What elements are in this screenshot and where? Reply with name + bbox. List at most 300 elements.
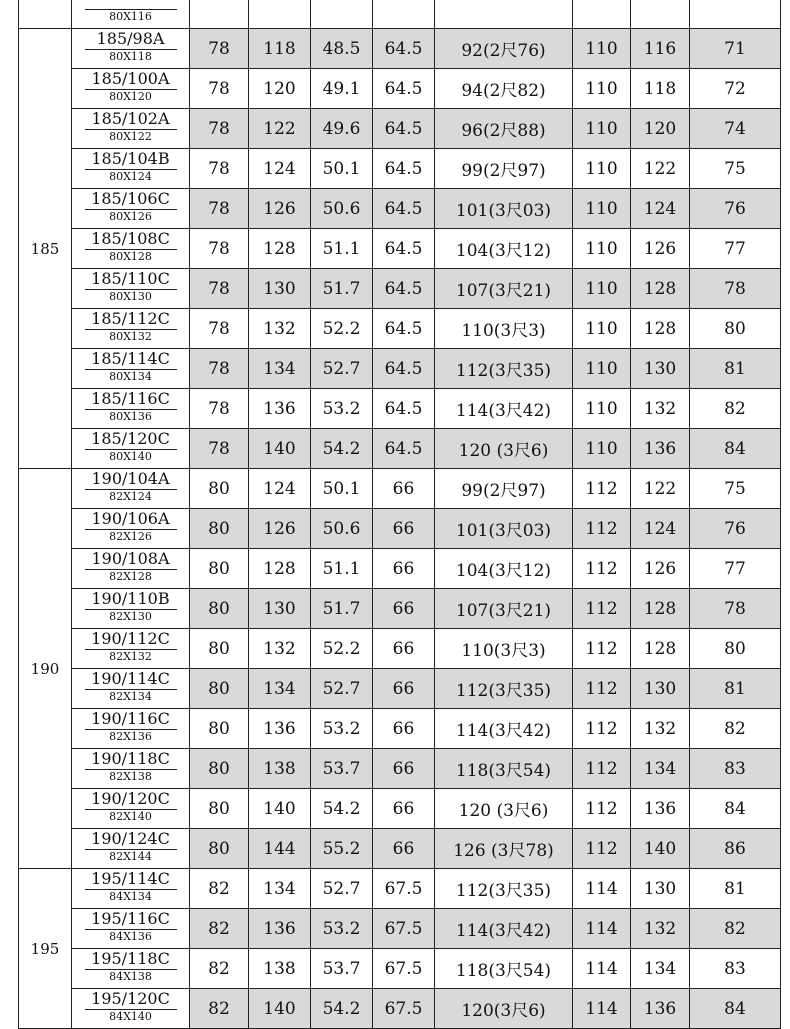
- col-3-value: 48.5: [311, 29, 373, 69]
- table-row: [19, 389, 781, 429]
- table-row: [19, 429, 781, 469]
- col-4-value: 67.5: [373, 949, 435, 989]
- col-2-value: 140: [249, 989, 311, 1029]
- size-code-cell: [72, 109, 190, 149]
- col-4-value: 66: [373, 549, 435, 589]
- size-measure: 80X134: [85, 369, 177, 383]
- col-4-value: 66: [373, 709, 435, 749]
- size-code: 185/112C: [91, 309, 170, 328]
- col-7-value: 134: [631, 749, 690, 789]
- table-row: [19, 349, 781, 389]
- col-2-value: 124: [249, 469, 311, 509]
- col-1-value: 80: [190, 709, 249, 749]
- size-code: 195/116C: [91, 909, 170, 928]
- col-1-value: 78: [190, 429, 249, 469]
- size-code-cell: [72, 989, 190, 1029]
- col-3-value: 53.2: [311, 709, 373, 749]
- col-6-value: 112: [573, 829, 631, 869]
- col-2-value: 134: [249, 349, 311, 389]
- size-code-cell: [72, 629, 190, 669]
- col-1-value: [190, 0, 249, 29]
- size-code-cell: [72, 589, 190, 629]
- col-3-value: 50.6: [311, 509, 373, 549]
- col-4-value: 67.5: [373, 909, 435, 949]
- size-code-cell: [72, 269, 190, 309]
- col-6-value: 110: [573, 189, 631, 229]
- col-4-value: 66: [373, 589, 435, 629]
- col-4-value: 66: [373, 829, 435, 869]
- size-code: 185/106C: [91, 189, 170, 208]
- col-3-value: 50.1: [311, 469, 373, 509]
- size-measure: 82X134: [85, 689, 177, 703]
- col-6-value: 110: [573, 349, 631, 389]
- size-code: 190/118C: [91, 749, 170, 768]
- col-4-value: 64.5: [373, 149, 435, 189]
- col-8-value: 83: [690, 949, 781, 989]
- size-measure: 84X140: [85, 1009, 177, 1023]
- col-3-value: 54.2: [311, 989, 373, 1029]
- size-measure: 84X138: [85, 969, 177, 983]
- col-1-value: 80: [190, 509, 249, 549]
- col-7-value: 132: [631, 389, 690, 429]
- col-4-value: 66: [373, 749, 435, 789]
- col-5-value: [435, 0, 573, 29]
- col-5-value: 120 (3尺6): [435, 789, 573, 829]
- col-8-value: 76: [690, 509, 781, 549]
- table-row: [19, 989, 781, 1029]
- size-code: 185/98A: [96, 29, 165, 48]
- size-measure: 82X136: [85, 729, 177, 743]
- col-3-value: 50.6: [311, 189, 373, 229]
- col-4-value: 67.5: [373, 869, 435, 909]
- col-3-value: 51.7: [311, 269, 373, 309]
- col-4-value: 64.5: [373, 309, 435, 349]
- col-8-value: 77: [690, 229, 781, 269]
- col-2-value: 118: [249, 29, 311, 69]
- size-measure: 80X122: [85, 129, 177, 143]
- col-5-value: 94(2尺82): [435, 69, 573, 109]
- col-5-value: 118(3尺54): [435, 949, 573, 989]
- size-code-cell: [72, 509, 190, 549]
- col-8-value: 81: [690, 869, 781, 909]
- col-2-value: 132: [249, 309, 311, 349]
- col-4-value: 64.5: [373, 109, 435, 149]
- col-8-value: 84: [690, 989, 781, 1029]
- size-code: 185/100A: [91, 69, 170, 88]
- col-1-value: 80: [190, 669, 249, 709]
- col-3-value: 54.2: [311, 789, 373, 829]
- col-6-value: 114: [573, 989, 631, 1029]
- col-7-value: 130: [631, 349, 690, 389]
- col-6-value: 112: [573, 629, 631, 669]
- col-5-value: 112(3尺35): [435, 349, 573, 389]
- col-5-value: 92(2尺76): [435, 29, 573, 69]
- size-code: 195/118C: [91, 949, 170, 968]
- col-4-value: 66: [373, 669, 435, 709]
- col-2-value: 140: [249, 789, 311, 829]
- size-code-cell: [72, 869, 190, 909]
- col-1-value: 82: [190, 949, 249, 989]
- col-4-value: 64.5: [373, 69, 435, 109]
- col-5-value: 101(3尺03): [435, 189, 573, 229]
- col-1-value: 78: [190, 309, 249, 349]
- col-6-value: [573, 0, 631, 29]
- size-measure: 80X132: [85, 329, 177, 343]
- col-1-value: 82: [190, 869, 249, 909]
- size-code: 190/124C: [91, 829, 170, 848]
- col-8-value: 78: [690, 589, 781, 629]
- col-2-value: 126: [249, 509, 311, 549]
- col-6-value: 114: [573, 949, 631, 989]
- col-1-value: 80: [190, 589, 249, 629]
- table-row: [19, 789, 781, 829]
- height-group-label: [19, 0, 72, 29]
- col-5-value: 114(3尺42): [435, 389, 573, 429]
- col-5-value: 110(3尺3): [435, 629, 573, 669]
- col-4-value: [373, 0, 435, 29]
- col-7-value: 122: [631, 149, 690, 189]
- size-code-cell: [72, 709, 190, 749]
- size-code: 195/114C: [91, 869, 170, 888]
- col-3-value: 52.2: [311, 629, 373, 669]
- col-8-value: 75: [690, 149, 781, 189]
- col-1-value: 80: [190, 549, 249, 589]
- size-code-cell: [72, 429, 190, 469]
- col-1-value: 82: [190, 989, 249, 1029]
- size-code: 185/102A: [91, 109, 170, 128]
- col-1-value: 78: [190, 229, 249, 269]
- col-1-value: 80: [190, 829, 249, 869]
- col-8-value: [690, 0, 781, 29]
- table-row: [19, 589, 781, 629]
- size-code-cell: [72, 789, 190, 829]
- col-3-value: 52.2: [311, 309, 373, 349]
- col-5-value: 118(3尺54): [435, 749, 573, 789]
- col-8-value: 82: [690, 709, 781, 749]
- size-code-cell: [72, 0, 190, 29]
- col-2-value: 130: [249, 269, 311, 309]
- table-row: [19, 69, 781, 109]
- col-3-value: [311, 0, 373, 29]
- size-code: 190/120C: [91, 789, 170, 808]
- col-1-value: 78: [190, 69, 249, 109]
- col-8-value: 80: [690, 629, 781, 669]
- col-7-value: 120: [631, 109, 690, 149]
- height-group-label: 185: [19, 29, 72, 469]
- col-7-value: 132: [631, 709, 690, 749]
- col-4-value: 64.5: [373, 349, 435, 389]
- size-measure: 82X128: [85, 569, 177, 583]
- size-code-cell: [72, 309, 190, 349]
- col-1-value: 78: [190, 109, 249, 149]
- height-group-label: 190: [19, 469, 72, 869]
- table-row: [19, 309, 781, 349]
- height-group-label: 195: [19, 869, 72, 1029]
- size-measure: 82X132: [85, 649, 177, 663]
- col-6-value: 112: [573, 469, 631, 509]
- col-2-value: 134: [249, 669, 311, 709]
- size-measure: 80X126: [85, 209, 177, 223]
- col-4-value: 64.5: [373, 229, 435, 269]
- col-7-value: 134: [631, 949, 690, 989]
- size-measure: 82X140: [85, 809, 177, 823]
- col-2-value: 124: [249, 149, 311, 189]
- size-code-cell: [72, 829, 190, 869]
- size-chart-table: [18, 0, 781, 1029]
- size-code: 185/108C: [91, 229, 170, 248]
- table-row: [19, 509, 781, 549]
- table-body: [19, 0, 781, 1029]
- col-3-value: 51.1: [311, 229, 373, 269]
- col-7-value: 128: [631, 589, 690, 629]
- col-8-value: 81: [690, 669, 781, 709]
- size-measure: 80X128: [85, 249, 177, 263]
- col-6-value: 110: [573, 269, 631, 309]
- col-7-value: 126: [631, 549, 690, 589]
- col-2-value: 140: [249, 429, 311, 469]
- col-1-value: 78: [190, 269, 249, 309]
- size-code: 190/116C: [91, 709, 170, 728]
- table-row: [19, 629, 781, 669]
- col-6-value: 112: [573, 749, 631, 789]
- col-5-value: 114(3尺42): [435, 909, 573, 949]
- col-7-value: 130: [631, 869, 690, 909]
- size-measure: 80X118: [85, 49, 177, 63]
- col-4-value: 66: [373, 789, 435, 829]
- col-3-value: 53.7: [311, 949, 373, 989]
- size-code-cell: [72, 549, 190, 589]
- table-row: [19, 549, 781, 589]
- col-8-value: 84: [690, 789, 781, 829]
- size-measure: 84X134: [85, 889, 177, 903]
- size-code-cell: [72, 29, 190, 69]
- table-row: [19, 229, 781, 269]
- col-5-value: 112(3尺35): [435, 669, 573, 709]
- col-5-value: 99(2尺97): [435, 149, 573, 189]
- col-7-value: 128: [631, 629, 690, 669]
- col-1-value: 78: [190, 189, 249, 229]
- size-measure: 80X130: [85, 289, 177, 303]
- col-2-value: 138: [249, 749, 311, 789]
- col-5-value: 96(2尺88): [435, 109, 573, 149]
- col-8-value: 76: [690, 189, 781, 229]
- col-4-value: 64.5: [373, 29, 435, 69]
- table-row: [19, 749, 781, 789]
- col-4-value: 64.5: [373, 269, 435, 309]
- col-6-value: 110: [573, 149, 631, 189]
- col-5-value: 114(3尺42): [435, 709, 573, 749]
- col-7-value: 136: [631, 429, 690, 469]
- col-8-value: 80: [690, 309, 781, 349]
- col-6-value: 112: [573, 509, 631, 549]
- size-measure: 82X138: [85, 769, 177, 783]
- col-1-value: 80: [190, 789, 249, 829]
- col-5-value: 120(3尺6): [435, 989, 573, 1029]
- table-row: [19, 0, 781, 29]
- col-7-value: 136: [631, 989, 690, 1029]
- col-3-value: 54.2: [311, 429, 373, 469]
- col-6-value: 114: [573, 869, 631, 909]
- table-row: [19, 829, 781, 869]
- col-3-value: 52.7: [311, 669, 373, 709]
- col-7-value: [631, 0, 690, 29]
- col-1-value: 78: [190, 349, 249, 389]
- size-code: 195/120C: [91, 989, 170, 1008]
- col-2-value: 136: [249, 909, 311, 949]
- col-6-value: 110: [573, 109, 631, 149]
- col-4-value: 66: [373, 629, 435, 669]
- size-code: 185/104B: [91, 149, 170, 168]
- size-code: 185/116C: [91, 389, 170, 408]
- size-code: 190/112C: [91, 629, 170, 648]
- size-code-cell: [72, 149, 190, 189]
- col-8-value: 83: [690, 749, 781, 789]
- col-4-value: 67.5: [373, 989, 435, 1029]
- size-measure: 82X144: [85, 849, 177, 863]
- size-measure: 80X124: [85, 169, 177, 183]
- table-row: [19, 269, 781, 309]
- size-code: 190/108A: [91, 549, 170, 568]
- size-code-cell: [72, 69, 190, 109]
- col-7-value: 122: [631, 469, 690, 509]
- size-measure: 80X140: [85, 449, 177, 463]
- col-8-value: 82: [690, 909, 781, 949]
- size-code-cell: [72, 349, 190, 389]
- col-4-value: 64.5: [373, 429, 435, 469]
- col-5-value: 107(3尺21): [435, 589, 573, 629]
- size-code: 190/114C: [91, 669, 170, 688]
- col-2-value: 128: [249, 549, 311, 589]
- table-row: [19, 109, 781, 149]
- col-6-value: 110: [573, 229, 631, 269]
- col-5-value: 112(3尺35): [435, 869, 573, 909]
- col-1-value: 82: [190, 909, 249, 949]
- col-3-value: 52.7: [311, 869, 373, 909]
- col-6-value: 110: [573, 429, 631, 469]
- table-row: [19, 29, 781, 69]
- size-code-cell: [72, 189, 190, 229]
- col-7-value: 124: [631, 509, 690, 549]
- col-6-value: 114: [573, 909, 631, 949]
- col-6-value: 112: [573, 549, 631, 589]
- col-1-value: 80: [190, 469, 249, 509]
- col-3-value: 51.1: [311, 549, 373, 589]
- size-measure: 80X120: [85, 89, 177, 103]
- size-measure: 80X136: [85, 409, 177, 423]
- col-4-value: 64.5: [373, 189, 435, 229]
- col-3-value: 49.1: [311, 69, 373, 109]
- col-7-value: 126: [631, 229, 690, 269]
- col-6-value: 112: [573, 789, 631, 829]
- table-row: [19, 669, 781, 709]
- col-8-value: 71: [690, 29, 781, 69]
- col-6-value: 112: [573, 709, 631, 749]
- table-row: [19, 189, 781, 229]
- size-code: 190/110B: [91, 589, 170, 608]
- col-2-value: [249, 0, 311, 29]
- col-2-value: 136: [249, 709, 311, 749]
- col-4-value: 64.5: [373, 389, 435, 429]
- col-4-value: 66: [373, 509, 435, 549]
- col-3-value: 55.2: [311, 829, 373, 869]
- col-5-value: 101(3尺03): [435, 509, 573, 549]
- col-6-value: 112: [573, 589, 631, 629]
- col-7-value: 136: [631, 789, 690, 829]
- size-code-cell: [72, 669, 190, 709]
- table-row: [19, 869, 781, 909]
- table-row: [19, 949, 781, 989]
- col-7-value: 128: [631, 269, 690, 309]
- size-code: 185/114C: [91, 349, 170, 368]
- size-code: 185/120C: [91, 429, 170, 448]
- col-2-value: 134: [249, 869, 311, 909]
- table-row: [19, 709, 781, 749]
- col-7-value: 132: [631, 909, 690, 949]
- col-4-value: 66: [373, 469, 435, 509]
- col-3-value: 53.7: [311, 749, 373, 789]
- col-5-value: 126 (3尺78): [435, 829, 573, 869]
- col-1-value: 78: [190, 29, 249, 69]
- col-3-value: 53.2: [311, 389, 373, 429]
- col-1-value: 80: [190, 749, 249, 789]
- col-3-value: 51.7: [311, 589, 373, 629]
- col-5-value: 104(3尺12): [435, 229, 573, 269]
- size-measure: 82X126: [85, 529, 177, 543]
- table-row: [19, 469, 781, 509]
- col-7-value: 116: [631, 29, 690, 69]
- col-2-value: 144: [249, 829, 311, 869]
- col-6-value: 110: [573, 389, 631, 429]
- col-5-value: 110(3尺3): [435, 309, 573, 349]
- col-6-value: 110: [573, 309, 631, 349]
- table-row: [19, 149, 781, 189]
- col-2-value: 132: [249, 629, 311, 669]
- col-3-value: 49.6: [311, 109, 373, 149]
- size-measure: 82X124: [85, 489, 177, 503]
- size-code: 185/110C: [91, 269, 170, 288]
- col-7-value: 140: [631, 829, 690, 869]
- size-code-cell: [72, 229, 190, 269]
- col-2-value: 136: [249, 389, 311, 429]
- col-8-value: 86: [690, 829, 781, 869]
- col-5-value: 120 (3尺6): [435, 429, 573, 469]
- col-7-value: 130: [631, 669, 690, 709]
- col-3-value: 50.1: [311, 149, 373, 189]
- col-8-value: 81: [690, 349, 781, 389]
- table-row: [19, 909, 781, 949]
- size-code: 190/104A: [91, 469, 170, 488]
- col-8-value: 72: [690, 69, 781, 109]
- size-code-cell: [72, 909, 190, 949]
- col-2-value: 122: [249, 109, 311, 149]
- size-measure: 84X136: [85, 929, 177, 943]
- col-1-value: 78: [190, 149, 249, 189]
- size-measure: 80X116: [85, 9, 177, 23]
- col-7-value: 124: [631, 189, 690, 229]
- size-code-cell: [72, 389, 190, 429]
- col-2-value: 130: [249, 589, 311, 629]
- col-8-value: 75: [690, 469, 781, 509]
- col-8-value: 82: [690, 389, 781, 429]
- col-2-value: 126: [249, 189, 311, 229]
- col-2-value: 128: [249, 229, 311, 269]
- col-8-value: 77: [690, 549, 781, 589]
- col-6-value: 110: [573, 29, 631, 69]
- size-code-cell: [72, 949, 190, 989]
- col-1-value: 78: [190, 389, 249, 429]
- col-5-value: 107(3尺21): [435, 269, 573, 309]
- col-3-value: 53.2: [311, 909, 373, 949]
